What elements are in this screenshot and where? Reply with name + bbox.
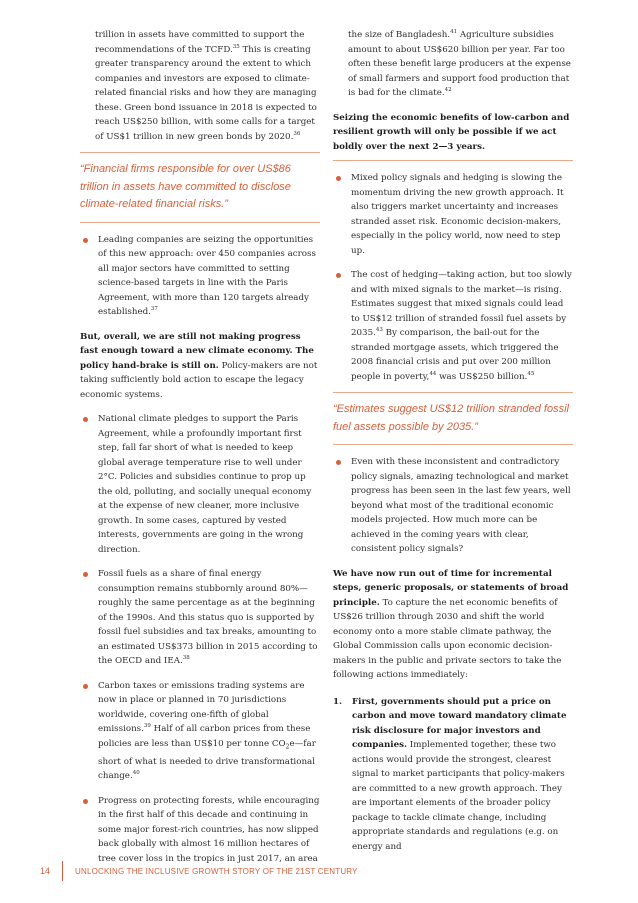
section-lead-paragraph: But, overall, we are still not making progress fast enough toward a new climate economy. The policy hand-brake is still on. Policy-makers are not taking sufficiently bold action to escape the legacy economic systems. — [80, 331, 318, 400]
bullet-item: National climate pledges to support the Paris Agreement, while a profoundly important first step, fall far short of what is needed to keep global average temperature rise to well under 2°C. Policies and subsidies continue to prop up the old, polluting, and socially unequal economy at the expense of new cleaner, more inclusive growth. In some cases, captured by vested interests, governments are going in the wrong direction. — [80, 412, 320, 557]
bullet-item: Leading companies are seizing the opportunities of this new approach: over 450 companies across all major sectors have committed to setting science-based targets in line with the Paris Agreement, with more than 120 targets already established.$^{37}$ — [80, 233, 320, 320]
footer-title: UNLOCKING THE INCLUSIVE GROWTH STORY OF THE 21ST CENTURY — [75, 866, 358, 876]
section-heading: Seizing the economic benefits of low-carbon and resilient growth will only be possible if we act boldly over the next 2—3 years. — [333, 112, 570, 152]
quote-rule-bottom — [333, 444, 573, 445]
page-number: 14 — [40, 866, 51, 876]
bullet-item: The cost of hedging—taking action, but too slowly and with mixed signals to the market—is rising. Estimates suggest that mixed signals could lead to US$12 trillion of stranded fossil fuel assets by 2035.43 By comparison, the bail-out for the stranded mortgage assets, which triggered the 2008 financial crisis and put over 200 million people in poverty,$^{44}$ was US$250 billion.$^{45}$ — [333, 268, 573, 384]
left-column — [80, 0, 320, 866]
page-footer — [40, 861, 358, 881]
quote-rule-top — [80, 152, 320, 153]
numbered-item: 1. First, governments should put a price on carbon and move toward mandatory climate risk disclosure for major investors and companies. Implemented together, these two actions would provide the strongest, clearest signal to market participants that policy-makers are committed to a new growth approach. They are important elements of the broader policy package to tackle climate change, including appropriate standards and regulations (e.g. on energy and — [333, 696, 567, 852]
footer-divider — [62, 861, 63, 881]
pull-quote: “Financial firms responsible for over US$86 trillion in assets have committed to disclose climate-related financial risks.” — [80, 163, 291, 210]
quote-rule-top — [333, 392, 573, 393]
bullet-item: Progress on protecting forests, while encouraging in the first half of this decade and continuing in some major forest-rich countries, has now slipped back globally with almost 16 million hectares of tree cover loss in the tropics in just 2017, an area — [80, 794, 320, 867]
section-lead-paragraph: We have now run out of time for incremental steps, generic proposals, or statements of broad principle. To capture the net economic benefits of US$26 trillion through 2030 and shift the world economy onto a more stable climate pathway, the Global Commission calls upon economic decision-makers in the public and private sectors to take the following actions immediately: — [333, 568, 569, 680]
intro-paragraph: trillion in assets have committed to support the recommendations of the TCFD.$^{35}$ This is creating greater transparency around the extent to which companies and investors are exposed to climate-related financial risks and how they are managing these. Green bond issuance in 2018 is expected to reach US$250 billion, with some calls for a target of US$1 trillion in new green bonds by 2020.36 — [95, 30, 317, 142]
pull-quote: “Estimates suggest US$12 trillion stranded fossil fuel assets possible by 2035.” — [333, 403, 569, 433]
bullet-item: Even with these inconsistent and contradictory policy signals, amazing technological and market progress has been seen in the last few years, well beyond what most of the traditional economic models projected. How much more can be achieved in the coming years with clear, consistent policy signals? — [333, 455, 573, 557]
bullet-item: Mixed policy signals and hedging is slowing the momentum driving the new growth approach. It also triggers market uncertainty and increases stranded asset risk. Economic decision-makers, especially in the policy world, now need to step up. — [333, 171, 573, 258]
continued-paragraph: the size of Bangladesh.$^{41}$ Agriculture subsidies amount to about US$620 billion per year. Far too often these benefit large producers at the expense of small farmers and support food production that is bad for the climate.$^{42}$ — [348, 29, 571, 98]
quote-rule-bottom — [80, 222, 320, 223]
bullet-item: Carbon taxes or emissions trading systems are now in place or planned in 70 jurisdictions worldwide, covering one-fifth of global emissions.$^{39}$ Half of all carbon prices from these policies are less than US$10 per tonne $CO_2e—far$ short of what is needed to drive transformational change.$^{40}$ — [80, 679, 320, 784]
bullet-item: Fossil fuels as a share of final energy consumption remains stubbornly around 80%—roughly the same percentage as at the beginning of the 1990s. And this status quo is supported by fossil fuel subsidies and tax breaks, amounting to an estimated US$373 billion in 2015 according to the OECD and IEA.$^{38}$ — [80, 567, 320, 669]
heading-rule — [333, 160, 573, 161]
right-column — [333, 0, 573, 854]
